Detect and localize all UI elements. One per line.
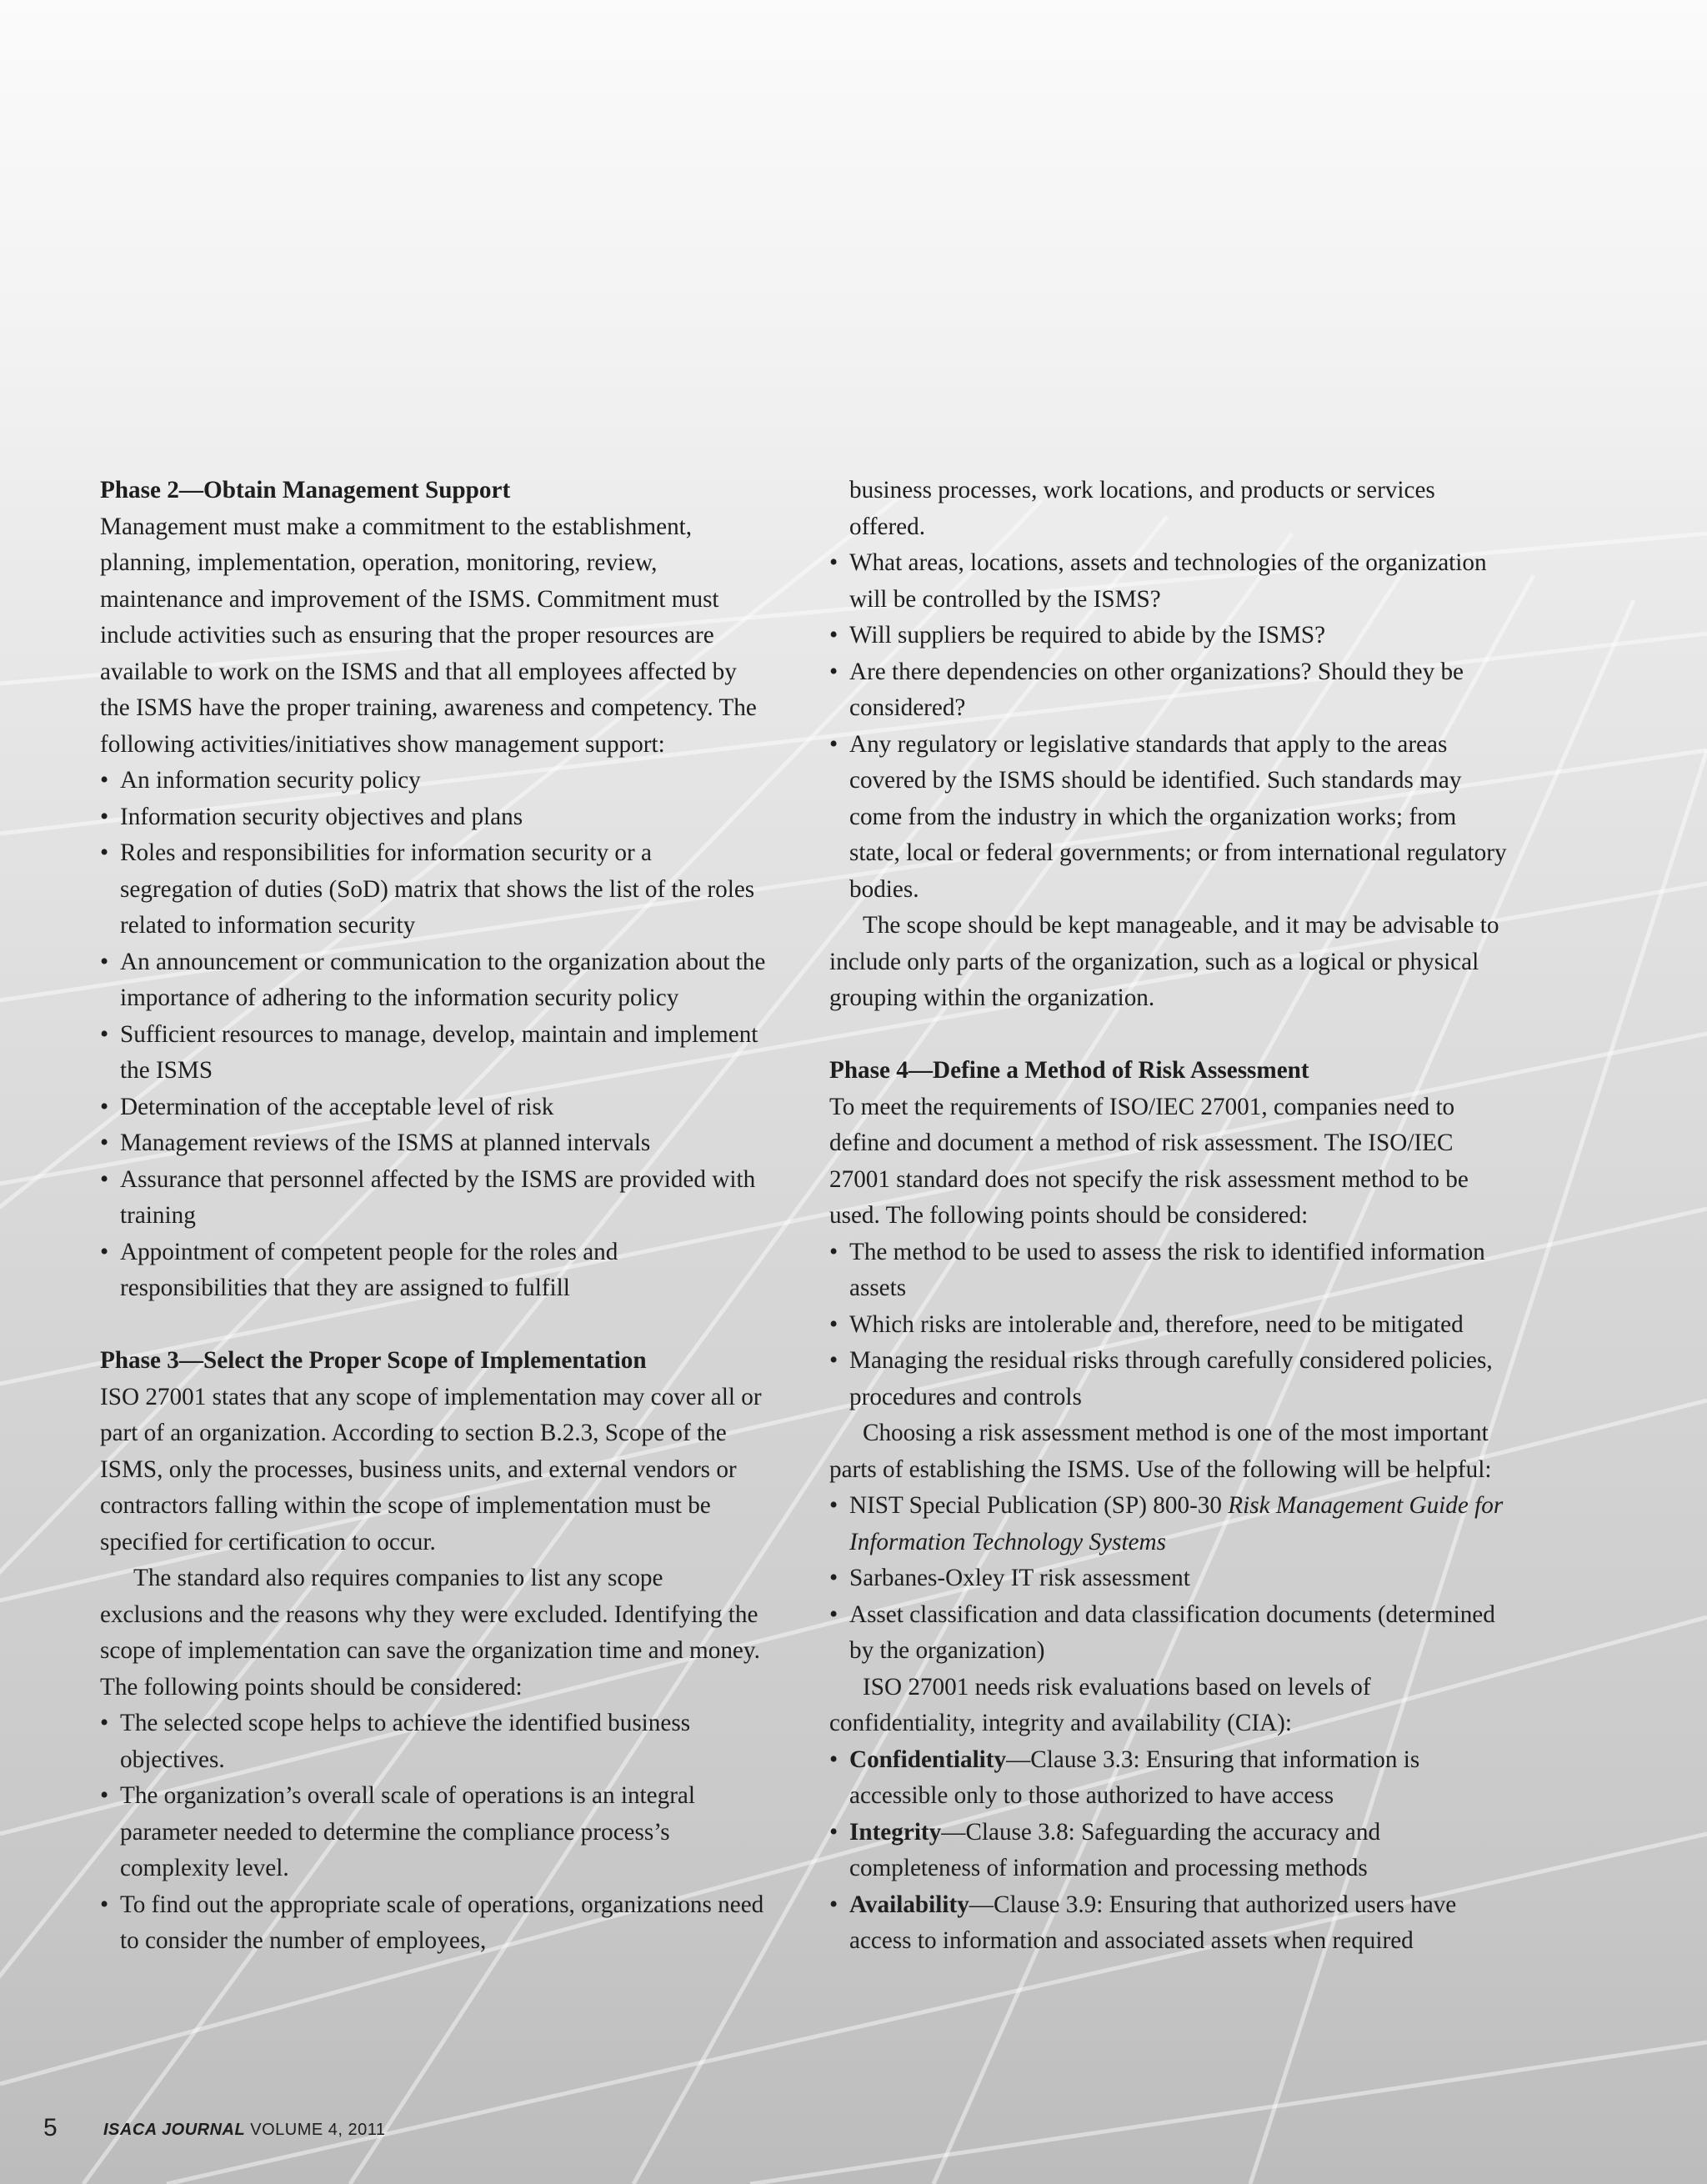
phase4-bullet-2: • Which risks are intolerable and, therefore, need to be mitigated <box>829 1307 1513 1344</box>
phase2-bullet-4: • An announcement or communication to the organization about the importance of adhering to the information security policy <box>100 944 767 1017</box>
phase2-bullet-2: • Information security objectives and plans <box>100 799 767 836</box>
helpful-bullet-sox: • Sarbanes-Oxley IT risk assessment <box>829 1560 1513 1597</box>
journal-name: ISACA JOURNAL <box>103 2121 246 2139</box>
phase4-paragraph-1: To meet the requirements of ISO/IEC 27001, companies need to define and document a method of risk assessment. The ISO/IEC 27001 standard does not specify the risk assessment method to be used. The following points should be considered: <box>829 1093 1469 1229</box>
nist-title: Risk Management Guide for Information Technology Systems <box>849 1492 1504 1555</box>
cia-text: —Clause 3.3: Ensuring that information is accessible only to those authorized to have access <box>849 1746 1420 1809</box>
phase3-paragraph-1: ISO 27001 states that any scope of implementation may cover all or part of an organization. According to section B.2.3, Scope of the ISMS, only the processes, business units, and external vendors or contractors falling within the scope of implementation must be specified for certification to occur. <box>100 1383 762 1555</box>
phase2-bullet-6: • Determination of the acceptable level of risk <box>100 1089 767 1126</box>
phase3-bullet-3: • To find out the appropriate scale of operations, organizations need to consider the number of employees, <box>100 1887 767 1960</box>
cia-term: Confidentiality <box>849 1746 1007 1773</box>
phase4-bullet-3: • Managing the residual risks through carefully considered policies, procedures and controls <box>829 1343 1513 1415</box>
phase2-heading: Phase 2—Obtain Management Support <box>100 477 511 503</box>
page-number: 5 <box>43 2114 58 2141</box>
cia-term: Integrity <box>849 1818 942 1846</box>
nist-prefix: NIST Special Publication (SP) 800-30 <box>849 1492 1222 1519</box>
helpful-bullet-asset: • Asset classification and data classification documents (determined by the organization) <box>829 1597 1513 1670</box>
phase3-paragraph-2: The standard also requires companies to list any scope exclusions and the reasons why they were excluded. Identifying the scope of implementation can save the organization time and money. The following points should be considered: <box>100 1565 760 1701</box>
journal-info <box>103 2121 386 2140</box>
phase3-heading: Phase 3—Select the Proper Scope of Implementation <box>100 1347 647 1374</box>
phase2-intro: Management must make a commitment to the establishment, planning, implementation, operation, monitoring, review, maintenance and improvement of the ISMS. Commitment must include activities such as ensuring that the proper resources are available to work on the ISMS and that all employees affected by the ISMS have the proper training, awareness and competency. The following activities/initiatives show management support: <box>100 513 757 758</box>
phase3-bullet-6: • Are there dependencies on other organizations? Should they be considered? <box>829 654 1513 727</box>
helpful-bullet-nist <box>829 1488 1513 1560</box>
section-spacer <box>829 1017 1513 1054</box>
phase4-paragraph-2: Choosing a risk assessment method is one of the most important parts of establishing the ISMS. Use of the following will be helpful: <box>829 1420 1492 1483</box>
cia-bullet-integrity <box>829 1815 1513 1887</box>
phase2-bullet-7: • Management reviews of the ISMS at planned intervals <box>100 1125 767 1162</box>
phase3-bullet-4: • What areas, locations, assets and technologies of the organization will be controlled by the ISMS? <box>829 545 1513 618</box>
cia-bullet-availability <box>829 1887 1513 1960</box>
cia-term: Availability <box>849 1891 969 1918</box>
phase2-bullet-3: • Roles and responsibilities for information security or a segregation of duties (SoD) matrix that shows the list of the roles related to information security <box>100 835 767 944</box>
phase3-bullet-3-continued: business processes, work locations, and products or services offered. <box>849 477 1435 540</box>
phase2-bullet-1: • An information security policy <box>100 763 767 799</box>
phase3-bullet-5: • Will suppliers be required to abide by the ISMS? <box>829 618 1513 654</box>
cia-text: —Clause 3.9: Ensuring that authorized users have access to information and associated assets when required <box>849 1891 1457 1954</box>
cia-text: —Clause 3.8: Safeguarding the accuracy and completeness of information and processing methods <box>849 1818 1381 1881</box>
journal-volume: VOLUME 4, 2011 <box>250 2121 386 2139</box>
phase4-bullet-1: • The method to be used to assess the risk to identified information assets <box>829 1235 1513 1307</box>
phase4-heading: Phase 4—Define a Method of Risk Assessment <box>829 1057 1309 1084</box>
scope-paragraph: The scope should be kept manageable, and it may be advisable to include only parts of the organization, such as a logical or physical grouping within the organization. <box>829 912 1499 1011</box>
phase2-bullet-5: • Sufficient resources to manage, develop, maintain and implement the ISMS <box>100 1017 767 1089</box>
cia-bullet-confidentiality <box>829 1742 1513 1815</box>
left-column <box>100 473 767 1960</box>
phase4-paragraph-3: ISO 27001 needs risk evaluations based on levels of confidentiality, integrity and availability (CIA): <box>829 1673 1371 1736</box>
phase2-bullet-8: • Assurance that personnel affected by the ISMS are provided with training <box>100 1162 767 1235</box>
section-spacer <box>100 1307 767 1344</box>
phase3-bullet-2: • The organization’s overall scale of operations is an integral parameter needed to determine the compliance process’s complexity level. <box>100 1778 767 1887</box>
phase3-bullet-1: • The selected scope helps to achieve the identified business objectives. <box>100 1706 767 1778</box>
right-column <box>829 473 1513 1960</box>
phase2-bullet-9: • Appointment of competent people for the roles and responsibilities that they are assigned to fulfill <box>100 1235 767 1307</box>
phase3-bullet-7: • Any regulatory or legislative standards that apply to the areas covered by the ISMS should be identified. Such standards may come from the industry in which the organization works; from state, local or federal governments; or from international regulatory bodies. <box>829 727 1513 909</box>
